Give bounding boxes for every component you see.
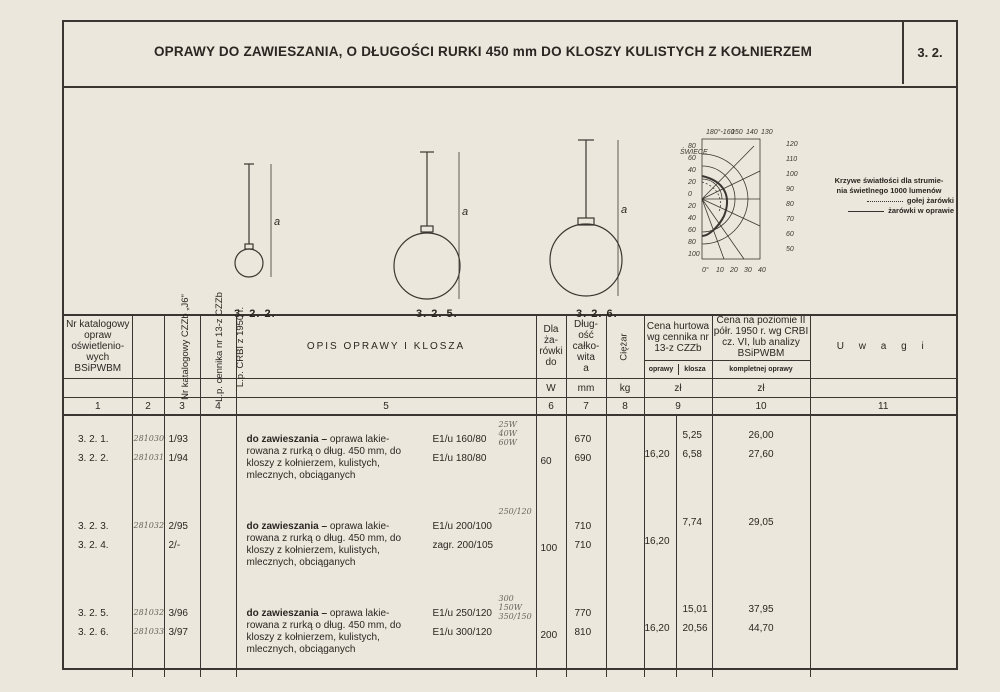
curve-side-label: ŚWIECE <box>680 149 708 156</box>
unit-mm: mm <box>566 379 606 398</box>
row-catalog-nr: 3. 2. 6. <box>78 627 109 638</box>
catalog-page <box>62 20 958 670</box>
row-klosz-price: 20,56 <box>682 623 708 634</box>
row-lp: 2/95 <box>168 521 188 532</box>
row-description <box>247 608 422 656</box>
description-bold: do zawieszania – <box>246 608 328 619</box>
header-lp-cennika: L.p. cennika nr 13-z CZZb <box>213 291 225 402</box>
header-watt: Dla ża- rówki do <box>536 314 566 379</box>
col-number: 10 <box>712 398 810 416</box>
description-text: oprawa lakie- rowana z rurką o dług. 450 mm, do kloszy z kołnierzem, kulistych, mlecznych, obciąganych <box>246 434 402 481</box>
row-length: 770 <box>574 608 592 619</box>
curve-left-tick: 60 <box>688 227 696 234</box>
curve-right-tick: 60 <box>786 231 794 238</box>
curve-right-tick: 80 <box>786 201 794 208</box>
row-czzb-nr: 281033 <box>133 627 165 636</box>
figures-panel <box>64 86 956 320</box>
header-czzb-nr: Nr katalogowy CZZb „J6" <box>179 293 191 400</box>
curve-right-tick: 70 <box>786 216 794 223</box>
row-czzb-nr: 281032 <box>133 521 165 530</box>
curve-right-tick: 120 <box>786 141 798 148</box>
header-length: Dług- ość całko- wita <box>572 318 600 363</box>
row-catalog-nr: 3. 2. 5. <box>78 608 109 619</box>
handwritten-note: 40W <box>498 429 517 438</box>
header-complete: kompletnej oprawy <box>729 366 793 373</box>
col-number: 7 <box>566 398 606 416</box>
header-lp-crbi: L.p. CRBI z 1950 r. <box>234 306 246 387</box>
curve-left-tick: 80 <box>688 143 696 150</box>
dimension-label: a <box>274 216 282 228</box>
row-length: 670 <box>574 434 592 445</box>
curve-top-tick: 130 <box>761 129 773 136</box>
header-price-level: Cena na poziomie II półr. 1950 r. wg CRBI cz. VI, lub analizy BSiPWBM <box>713 315 809 359</box>
row-total-price: 27,60 <box>748 449 774 460</box>
row-catalog-nr: 3. 2. 4. <box>78 540 109 551</box>
row-length: 690 <box>574 453 592 464</box>
unit-watt: W <box>536 379 566 398</box>
polar-curve-chart <box>702 139 760 259</box>
page-title: OPRAWY DO ZAWIESZANIA, O DŁUGOŚCI RURKI 450 mm DO KLOSZY KULISTYCH Z KOŁNIERZEM <box>153 44 813 59</box>
header-description: OPIS OPRAWY I KLOSZA <box>236 314 536 379</box>
row-watt: 100 <box>540 543 558 554</box>
dimension-label: a <box>621 204 629 216</box>
curve-right-tick: 100 <box>786 171 798 178</box>
header-length-a: a <box>583 362 589 374</box>
header-oprawy: oprawy <box>648 366 674 373</box>
header-remarks: U w a g i <box>810 314 956 379</box>
curve-top-tick: 180°-160 <box>706 129 735 136</box>
catalog-table <box>64 291 956 677</box>
row-lp: 3/96 <box>168 608 188 619</box>
col-number: 11 <box>810 398 956 416</box>
handwritten-note: 60W <box>498 438 517 447</box>
handwritten-note: 350/150 <box>498 612 532 621</box>
row-czzb-nr: 281032 <box>133 608 165 617</box>
row-length: 810 <box>574 627 592 638</box>
handwritten-note: 250/120 <box>498 507 532 516</box>
curve-left-tick: 20 <box>688 203 696 210</box>
row-lamp: E1/u 180/80 <box>432 453 487 464</box>
description-bold: do zawieszania – <box>246 521 328 532</box>
col-number: 6 <box>536 398 566 416</box>
row-catalog-nr: 3. 2. 2. <box>78 453 109 464</box>
curve-right-tick: 90 <box>786 186 794 193</box>
col-number: 8 <box>606 398 644 416</box>
row-oprawa-price: 16,20 <box>644 449 670 460</box>
row-klosz-price: 5,25 <box>682 430 702 441</box>
col-number: 5 <box>236 398 536 416</box>
col-number: 1 <box>64 398 132 416</box>
curve-bottom-tick: 20 <box>730 267 738 274</box>
row-description <box>247 521 422 569</box>
row-lamp: E1/u 300/120 <box>432 627 492 638</box>
unit-zl: zł <box>644 379 712 398</box>
figure-label-3: 3. 2. 6. <box>576 308 618 320</box>
curve-bottom-tick: 0° <box>702 267 709 274</box>
curve-left-tick: 0 <box>688 191 692 198</box>
row-length: 710 <box>574 521 592 532</box>
col-number: 4 <box>200 398 236 416</box>
row-oprawa-price: 16,20 <box>644 623 670 634</box>
col-number: 2 <box>132 398 164 416</box>
description-text: oprawa lakie- rowana z rurką o dług. 450 mm, do kloszy z kołnierzem, kulistych, mlecznych, obciąganych <box>246 521 402 568</box>
curve-right-tick: 110 <box>786 156 798 163</box>
figure-label-2: 3. 2. 5. <box>416 308 458 320</box>
legend-line-1: Krzywe światłości dla strumie- <box>834 176 944 185</box>
header-weight: Ciężar <box>618 332 630 361</box>
row-catalog-nr: 3. 2. 3. <box>78 521 109 532</box>
curve-bottom-tick: 30 <box>744 267 752 274</box>
title-row <box>64 22 956 88</box>
row-total-price: 29,05 <box>748 517 774 528</box>
row-lamp: E1/u 250/120 <box>432 608 492 619</box>
row-lamp: E1/u 160/80 <box>432 434 487 445</box>
col-number: 3 <box>164 398 200 416</box>
header-catalog-nr: Nr katalogowy opraw oświetlenio- wych BSiPWBM <box>64 314 132 379</box>
row-lp: 1/93 <box>168 434 188 445</box>
col-number: 9 <box>644 398 712 416</box>
row-watt: 60 <box>540 456 552 467</box>
legend-dotted: gołej żarówki <box>906 196 954 205</box>
curve-legend <box>824 176 954 216</box>
row-lamp: zagr. 200/105 <box>432 540 494 551</box>
row-czzb-nr: 281031 <box>133 453 165 462</box>
curve-bottom-tick: 40 <box>758 267 766 274</box>
description-bold: do zawieszania – <box>246 434 328 445</box>
figure-label-1: 3. 2. 2. <box>234 308 276 320</box>
curve-left-tick: 100 <box>688 251 700 258</box>
row-total-price: 44,70 <box>748 623 774 634</box>
curve-right-tick: 50 <box>786 246 794 253</box>
section-number: 3. 2. <box>902 22 956 84</box>
row-watt: 200 <box>540 630 558 641</box>
row-klosz-price: 15,01 <box>682 604 708 615</box>
header-klosza: klosza <box>678 364 712 375</box>
handwritten-note: 25W <box>498 420 517 429</box>
row-lp: 3/97 <box>168 627 188 638</box>
legend-solid: żarówki w oprawie <box>888 206 954 215</box>
curve-left-tick: 40 <box>688 215 696 222</box>
handwritten-note: 300 <box>498 594 514 603</box>
curve-left-tick: 80 <box>688 239 696 246</box>
legend-line-2: nia świetlnego 1000 lumenów <box>836 186 942 195</box>
curve-left-tick: 60 <box>688 155 696 162</box>
header-wholesale-price: Cena hurtowa wg cennika nr 13-z CZZb <box>645 314 712 361</box>
unit-zl: zł <box>712 379 810 398</box>
row-total-price: 37,95 <box>748 604 774 615</box>
row-length: 710 <box>574 540 592 551</box>
curve-left-tick: 20 <box>688 179 696 186</box>
row-klosz-price: 6,58 <box>682 449 702 460</box>
handwritten-note: 150W <box>498 603 522 612</box>
curve-bottom-tick: 10 <box>716 267 724 274</box>
curve-left-tick: 40 <box>688 167 696 174</box>
row-total-price: 26,00 <box>748 430 774 441</box>
unit-kg: kg <box>606 379 644 398</box>
curve-top-tick: 150 <box>731 129 743 136</box>
description-text: oprawa lakie- rowana z rurką o dług. 450 mm, do kloszy z kołnierzem, kulistych, mlecznych, obciąganych <box>246 608 402 655</box>
pendant-drawings <box>64 86 956 314</box>
curve-top-tick: 140 <box>746 129 758 136</box>
row-lp: 1/94 <box>168 453 188 464</box>
row-klosz-price: 7,74 <box>682 517 702 528</box>
row-catalog-nr: 3. 2. 1. <box>78 434 109 445</box>
dimension-label: a <box>462 206 470 218</box>
row-description <box>247 434 422 482</box>
row-czzb-nr: 281030 <box>133 434 165 443</box>
row-lamp: E1/u 200/100 <box>432 521 492 532</box>
row-oprawa-price: 16,20 <box>644 536 670 547</box>
row-lp: 2/- <box>168 540 181 551</box>
